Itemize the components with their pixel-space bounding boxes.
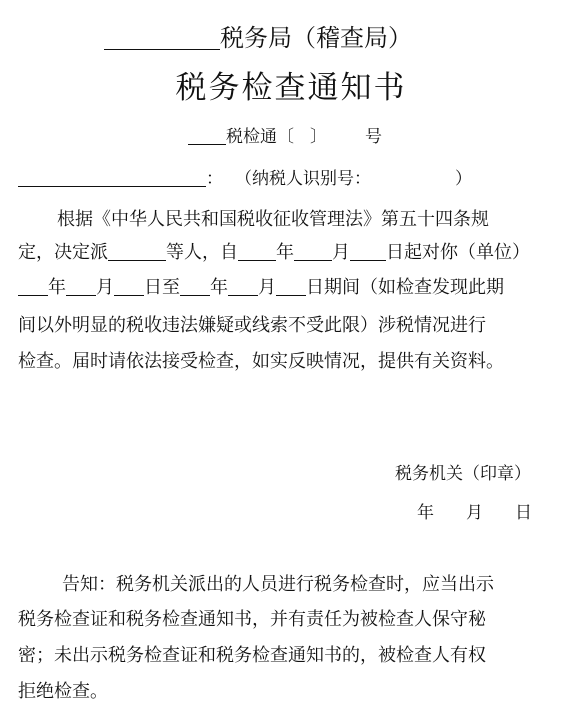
doc-number-prefix-blank: [188, 127, 226, 145]
bureau-suffix: 税务局（稽查局）: [220, 24, 412, 52]
notice-line-1: 告知：税务机关派出的人员进行税务检查时，应当出示: [62, 574, 494, 595]
bureau-header: [104, 18, 412, 53]
body-line-1: 根据《中华人民共和国税收征收管理法》第五十四条规: [57, 209, 489, 230]
period-start-day-blank: [114, 277, 144, 296]
period-end-day-blank: [276, 277, 306, 296]
taxpayer-line: [18, 164, 472, 189]
date-year: 年: [417, 503, 434, 523]
body-line-2: 定，决定派 等人，自 年 月 日起对你（单位）: [18, 242, 530, 263]
period-start-month-blank: [66, 277, 96, 296]
start-month-blank: [294, 242, 332, 261]
seal-label: 税务机关（印章）: [395, 464, 531, 484]
date-month: 月: [466, 503, 483, 523]
doc-number-middle: 〕: [310, 127, 327, 147]
document-number: [188, 122, 382, 147]
document-title: 税务检查通知书: [175, 70, 407, 106]
period-end-year-blank: [180, 277, 210, 296]
body-line-3: 年 月 日至 年 月 日期间（如检查发现此期: [18, 273, 504, 299]
taxpayer-name-blank: [18, 169, 206, 187]
body-line-5: 检查。届时请依法接受检查，如实反映情况，提供有关资料。: [18, 351, 504, 372]
notice-line-3: 密；未出示税务检查证和税务检查通知书的，被检查人有权: [18, 645, 486, 666]
date-day: 日: [515, 503, 532, 523]
doc-number-prefix: 税检通〔: [226, 127, 294, 147]
start-day-blank: [350, 242, 386, 261]
doc-number-suffix: 号: [365, 127, 382, 147]
start-year-blank: [238, 242, 276, 261]
notice-line-4: 拒绝检查。: [18, 681, 108, 702]
period-end-month-blank: [228, 277, 258, 296]
signature-date: [417, 498, 532, 523]
bureau-name-blank: [104, 25, 220, 50]
taxpayer-colon: ：: [206, 169, 223, 189]
taxpayer-close: ）: [455, 169, 472, 189]
body-line-4: 间以外明显的税收违法嫌疑或线索不受此限）涉税情况进行: [18, 315, 486, 336]
notice-line-2: 税务检查证和税务检查通知书，并有责任为被检查人保守秘: [18, 609, 486, 630]
inspector-blank: [108, 242, 166, 261]
taxpayer-id-label: （纳税人识别号：: [235, 169, 371, 189]
period-start-year-blank: [18, 277, 48, 296]
